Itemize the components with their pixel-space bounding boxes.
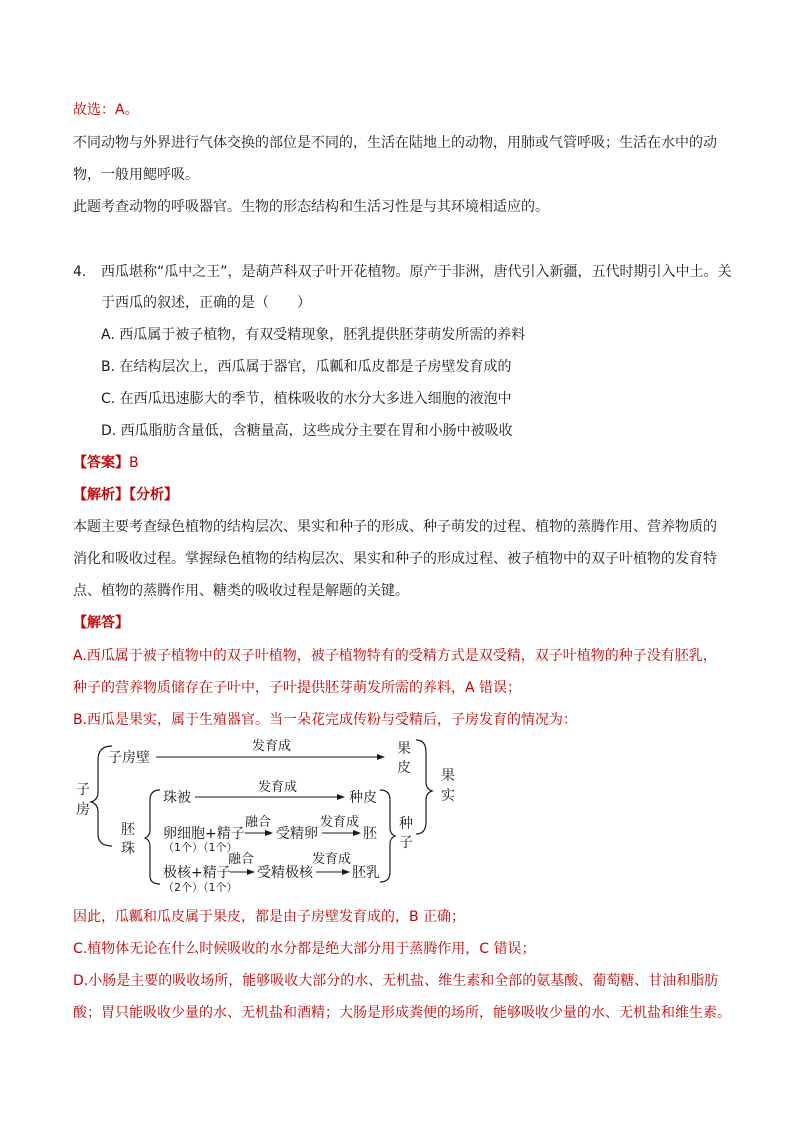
diagram-fuse: 融合 [228,852,255,867]
analysis-line: 点、植物的蒸腾作用、糖类的吸收过程是解题的关键。 [73,583,409,599]
diagram-egg-count: （1个）（1个） [163,841,238,854]
diagram-egg-sperm: 卵细胞+精子 [163,826,245,842]
question-number: 4. [73,264,87,280]
brace-ovule [145,790,160,884]
diagram-embryo: 胚 [363,826,377,842]
question-stem: 于西瓜的叙述，正确的是（ ） [101,295,311,311]
analysis-line: 本题主要考查绿色植物的结构层次、果实和种子的形成、种子萌发的过程、植物的蒸腾作用、营养物质的 [73,519,717,535]
diagram-seed-coat: 种皮 [349,790,377,806]
diagram-ovary-2: 房 [76,802,90,818]
diagram-seed-2: 子 [399,835,413,851]
diagram-develops: 发育成 [320,815,360,830]
diagram-integument: 珠被 [163,790,191,806]
answer-label: 【答案】 [73,455,129,471]
analysis-line: 消化和吸收过程。掌握绿色植物的结构层次、果实和种子的形成过程、被子植物中的双子叶植物的发育特 [73,551,717,567]
diagram-develops: 发育成 [312,852,352,867]
diagram-fuse: 融合 [245,815,272,830]
solution-b-line: B.西瓜是果实，属于生殖器官。当一朵花完成传粉与受精后，子房发育的情况为： [73,712,578,728]
answer-value: B [129,455,139,471]
diagram-zygote: 受精卵 [276,826,318,842]
brace-fruit [416,740,432,834]
option-a: A. 西瓜属于被子植物，有双受精现象，胚乳提供胚芽萌发所需的养料 [101,327,526,343]
option-c: C. 在西瓜迅速膨大的季节，植株吸收的水分大多进入细胞的液泡中 [101,391,512,407]
analysis-line: 物，一般用鳃呼吸。 [73,167,199,183]
diagram-ovule-1: 胚 [121,822,135,838]
diagram-pericarp-1: 果 [397,741,411,757]
solution-d-line: D.小肠是主要的吸收场所，能够吸收大部分的水、无机盐、维生素和全部的氨基酸、葡萄糖、甘油和脂肪 [73,973,719,989]
analysis-line: 不同动物与外界进行气体交换的部位是不同的，生活在陆地上的动物，用肺或气管呼吸；生活在水中的动 [73,135,717,151]
solution-c-line: C.植物体无论在什么时候吸收的水分都是绝大部分用于蒸腾作用，C 错误； [73,941,536,957]
diagram-fertilized-polar: 受精极核 [257,865,313,881]
diagram-seed-1: 种 [399,816,413,832]
diagram-polar-sperm: 极核+精子 [163,865,231,881]
brace-seed [380,790,395,882]
solution-a-line: A.西瓜属于被子植物中的双子叶植物，被子植物特有的受精方式是双受精，双子叶植物的种子没有胚乳， [73,648,717,664]
solution-d-line: 酸；胃只能吸收少量的水、无机盐和酒精；大肠是形成粪便的场所，能够吸收少量的水、无机盐和维生素。 [73,1005,731,1021]
diagram-develops: 发育成 [252,739,292,754]
diagram-endosperm: 胚乳 [352,865,380,881]
diagram-ovary-wall: 子房壁 [108,750,150,766]
solution-header: 【解答】 [73,615,129,631]
summary-line: 此题考查动物的呼吸器官。生物的形态结构和生活习性是与其环境相适应的。 [73,199,549,215]
diagram-fruit-1: 果 [441,768,455,784]
diagram-pericarp-2: 皮 [397,760,411,776]
diagram-ovary-1: 子 [76,782,90,798]
diagram-polar-count: （2个）（1个） [163,881,238,894]
option-d: D. 西瓜脂肪含量低，含糖量高，这些成分主要在胃和小肠中被吸收 [101,423,513,439]
diagram-fruit-2: 实 [441,788,455,804]
solution-b-conclusion: 因此，瓜瓤和瓜皮属于果皮，都是由子房壁发育成的，B 正确； [73,909,466,925]
question-stem: 西瓜堪称“瓜中之王”，是葫芦科双子叶开花植物。原产于非洲，唐代引入新疆，五代时期引入中土。关 [101,264,732,280]
answer-choice: 故选：A。 [73,102,139,118]
option-b: B. 在结构层次上，西瓜属于器官，瓜瓤和瓜皮都是子房壁发育成的 [101,359,512,375]
analysis-header: 【解析】【分析】 [73,487,178,503]
diagram-ovule-2: 珠 [121,841,135,857]
solution-a-line: 种子的营养物质储存在子叶中，子叶提供胚芽萌发所需的养料，A 错误； [73,680,522,696]
diagram-develops: 发育成 [258,780,298,795]
